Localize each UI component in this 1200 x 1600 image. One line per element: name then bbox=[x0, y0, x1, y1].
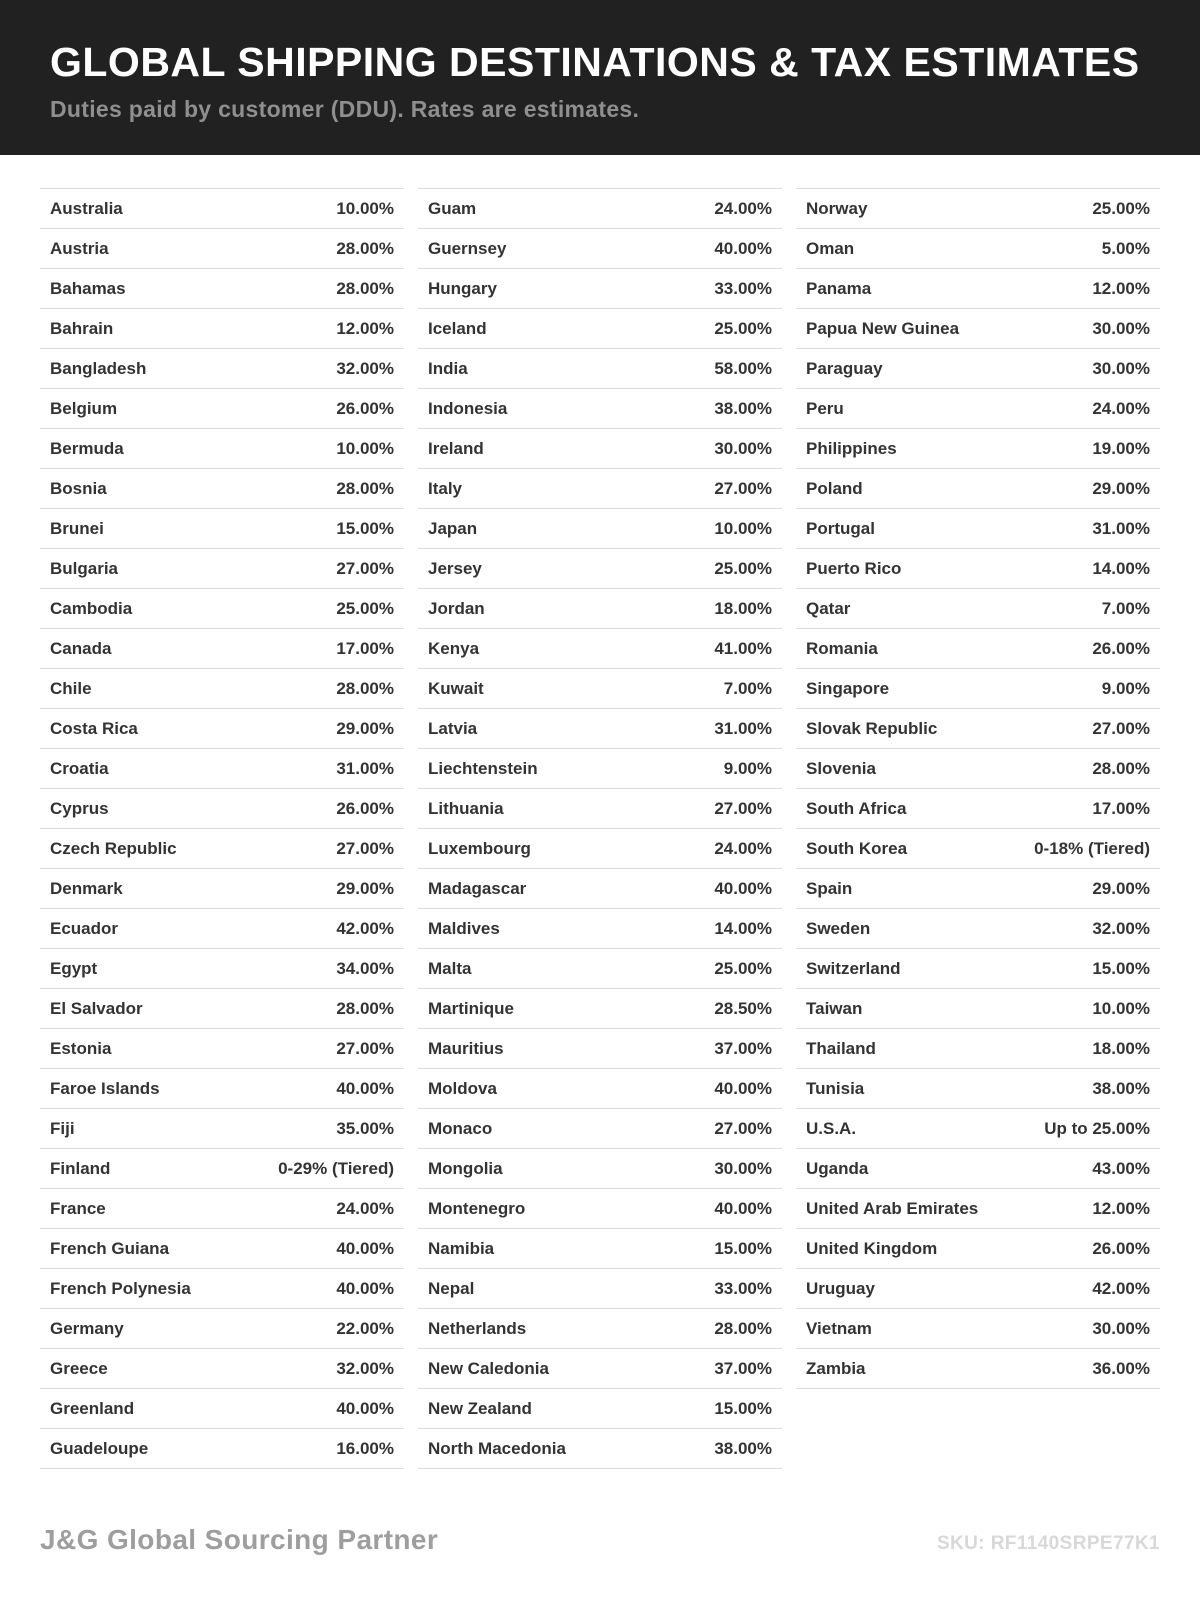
table-row bbox=[418, 1349, 782, 1389]
tax-rate: 18.00% bbox=[714, 599, 772, 619]
tax-rate: 7.00% bbox=[1101, 599, 1150, 619]
table-row bbox=[40, 909, 404, 949]
country-name: Maldives bbox=[428, 919, 500, 939]
tax-rate: 28.50% bbox=[714, 999, 772, 1019]
table-row bbox=[40, 389, 404, 429]
tax-rate: 24.00% bbox=[1092, 399, 1150, 419]
tax-rate: 27.00% bbox=[336, 839, 394, 859]
tax-rate: 31.00% bbox=[714, 719, 772, 739]
country-name: United Arab Emirates bbox=[806, 1199, 979, 1219]
table-row bbox=[40, 589, 404, 629]
table-row bbox=[40, 789, 404, 829]
country-name: Norway bbox=[806, 199, 868, 219]
header-banner bbox=[0, 0, 1200, 155]
table-row bbox=[796, 629, 1160, 669]
country-name: Luxembourg bbox=[428, 839, 531, 859]
tax-rate: 40.00% bbox=[714, 239, 772, 259]
tax-rate: 25.00% bbox=[336, 599, 394, 619]
tax-rate: 40.00% bbox=[336, 1399, 394, 1419]
tax-rate: 27.00% bbox=[1092, 719, 1150, 739]
tax-rate: Up to 25.00% bbox=[1044, 1119, 1150, 1139]
country-name: Madagascar bbox=[428, 879, 527, 899]
country-name: Singapore bbox=[806, 679, 890, 699]
table-column-3 bbox=[796, 188, 1160, 1389]
country-name: Slovak Republic bbox=[806, 719, 938, 739]
table-row bbox=[796, 909, 1160, 949]
country-name: Bulgaria bbox=[50, 559, 119, 579]
table-row bbox=[418, 309, 782, 349]
table-row bbox=[418, 549, 782, 589]
country-name: United Kingdom bbox=[806, 1239, 938, 1259]
tax-rate: 5.00% bbox=[1101, 239, 1150, 259]
table-row bbox=[418, 389, 782, 429]
tax-rate: 42.00% bbox=[1092, 1279, 1150, 1299]
country-name: Faroe Islands bbox=[50, 1079, 160, 1099]
table-row bbox=[796, 429, 1160, 469]
country-name: Spain bbox=[806, 879, 853, 899]
country-name: French Guiana bbox=[50, 1239, 170, 1259]
tax-rate: 38.00% bbox=[714, 1439, 772, 1459]
country-name: Kenya bbox=[428, 639, 480, 659]
tax-rate: 15.00% bbox=[1092, 959, 1150, 979]
country-name: Mauritius bbox=[428, 1039, 504, 1059]
tax-rate: 38.00% bbox=[714, 399, 772, 419]
country-name: Paraguay bbox=[806, 359, 883, 379]
table-row bbox=[796, 1109, 1160, 1149]
table-row bbox=[418, 749, 782, 789]
tax-rate: 12.00% bbox=[1092, 1199, 1150, 1219]
table-row bbox=[796, 509, 1160, 549]
tax-rate: 14.00% bbox=[1092, 559, 1150, 579]
country-name: Indonesia bbox=[428, 399, 508, 419]
tax-rate: 33.00% bbox=[714, 1279, 772, 1299]
country-name: Canada bbox=[50, 639, 112, 659]
table-row bbox=[418, 1109, 782, 1149]
table-row bbox=[796, 829, 1160, 869]
country-name: Uruguay bbox=[806, 1279, 875, 1299]
country-name: Guadeloupe bbox=[50, 1439, 149, 1459]
table-row bbox=[40, 829, 404, 869]
table-row bbox=[40, 349, 404, 389]
country-name: Moldova bbox=[428, 1079, 497, 1099]
country-name: South Africa bbox=[806, 799, 907, 819]
country-name: Thailand bbox=[806, 1039, 876, 1059]
tax-rate: 38.00% bbox=[1092, 1079, 1150, 1099]
tax-rate: 28.00% bbox=[1092, 759, 1150, 779]
page-subtitle: Duties paid by customer (DDU). Rates are estimates. bbox=[50, 96, 640, 123]
table-row bbox=[418, 269, 782, 309]
country-name: Austria bbox=[50, 239, 109, 259]
table-row bbox=[40, 1189, 404, 1229]
table-row bbox=[418, 829, 782, 869]
country-name: Poland bbox=[806, 479, 863, 499]
table-row bbox=[40, 1149, 404, 1189]
country-name: Malta bbox=[428, 959, 472, 979]
table-row bbox=[796, 789, 1160, 829]
country-name: Switzerland bbox=[806, 959, 901, 979]
table-row bbox=[418, 989, 782, 1029]
tax-rate: 15.00% bbox=[336, 519, 394, 539]
country-name: South Korea bbox=[806, 839, 908, 859]
table-row bbox=[40, 709, 404, 749]
country-name: Bermuda bbox=[50, 439, 124, 459]
country-name: Bahamas bbox=[50, 279, 126, 299]
country-name: Chile bbox=[50, 679, 92, 699]
table-row bbox=[418, 709, 782, 749]
table-row bbox=[796, 589, 1160, 629]
tax-rate-table bbox=[0, 155, 1200, 1469]
table-row bbox=[418, 1149, 782, 1189]
table-row bbox=[796, 1269, 1160, 1309]
tax-rate: 28.00% bbox=[336, 279, 394, 299]
table-column-1 bbox=[40, 188, 404, 1469]
country-name: Oman bbox=[806, 239, 855, 259]
table-row bbox=[40, 549, 404, 589]
country-name: Fiji bbox=[50, 1119, 75, 1139]
tax-rate: 12.00% bbox=[336, 319, 394, 339]
table-row bbox=[418, 1309, 782, 1349]
country-name: Martinique bbox=[428, 999, 514, 1019]
table-row bbox=[40, 949, 404, 989]
country-name: Guam bbox=[428, 199, 477, 219]
country-name: Uganda bbox=[806, 1159, 869, 1179]
country-name: Ireland bbox=[428, 439, 484, 459]
tax-rate: 30.00% bbox=[1092, 359, 1150, 379]
country-name: French Polynesia bbox=[50, 1279, 191, 1299]
table-row bbox=[40, 1109, 404, 1149]
brand-name: J&G Global Sourcing Partner bbox=[40, 1524, 439, 1555]
tax-rate: 29.00% bbox=[336, 719, 394, 739]
country-name: Finland bbox=[50, 1159, 111, 1179]
country-name: Jordan bbox=[428, 599, 485, 619]
table-row bbox=[418, 1389, 782, 1429]
tax-rate: 15.00% bbox=[714, 1399, 772, 1419]
tax-rate: 30.00% bbox=[714, 1159, 772, 1179]
tax-rate: 7.00% bbox=[723, 679, 772, 699]
country-name: Philippines bbox=[806, 439, 897, 459]
tax-rate: 32.00% bbox=[1092, 919, 1150, 939]
table-row bbox=[40, 1429, 404, 1469]
tax-rate: 35.00% bbox=[336, 1119, 394, 1139]
tax-rate: 37.00% bbox=[714, 1039, 772, 1059]
country-name: Taiwan bbox=[806, 999, 863, 1019]
tax-rate: 27.00% bbox=[714, 1119, 772, 1139]
country-name: Slovenia bbox=[806, 759, 876, 779]
table-row bbox=[418, 1029, 782, 1069]
country-name: Panama bbox=[806, 279, 872, 299]
country-name: Puerto Rico bbox=[806, 559, 902, 579]
tax-rate: 14.00% bbox=[714, 919, 772, 939]
country-name: Monaco bbox=[428, 1119, 493, 1139]
country-name: Costa Rica bbox=[50, 719, 138, 739]
country-name: Denmark bbox=[50, 879, 123, 899]
tax-rate: 25.00% bbox=[714, 319, 772, 339]
tax-rate: 43.00% bbox=[1092, 1159, 1150, 1179]
country-name: Cyprus bbox=[50, 799, 109, 819]
country-name: Netherlands bbox=[428, 1319, 527, 1339]
tax-rate: 37.00% bbox=[714, 1359, 772, 1379]
country-name: North Macedonia bbox=[428, 1439, 566, 1459]
country-name: Sweden bbox=[806, 919, 871, 939]
table-row bbox=[418, 1069, 782, 1109]
tax-rate: 29.00% bbox=[336, 879, 394, 899]
tax-rate: 30.00% bbox=[1092, 1319, 1150, 1339]
country-name: New Caledonia bbox=[428, 1359, 549, 1379]
table-row bbox=[40, 869, 404, 909]
table-row bbox=[40, 429, 404, 469]
tax-rate: 42.00% bbox=[336, 919, 394, 939]
tax-rate: 28.00% bbox=[336, 239, 394, 259]
tax-rate: 19.00% bbox=[1092, 439, 1150, 459]
table-row bbox=[796, 469, 1160, 509]
country-name: Greece bbox=[50, 1359, 108, 1379]
tax-rate: 29.00% bbox=[1092, 879, 1150, 899]
tax-rate: 28.00% bbox=[714, 1319, 772, 1339]
table-row bbox=[796, 1069, 1160, 1109]
tax-rate: 22.00% bbox=[336, 1319, 394, 1339]
tax-rate: 58.00% bbox=[714, 359, 772, 379]
country-name: Latvia bbox=[428, 719, 478, 739]
country-name: Egypt bbox=[50, 959, 98, 979]
tax-rate: 27.00% bbox=[714, 479, 772, 499]
tax-rate: 9.00% bbox=[723, 759, 772, 779]
country-name: Tunisia bbox=[806, 1079, 865, 1099]
tax-rate: 40.00% bbox=[714, 879, 772, 899]
country-name: Guernsey bbox=[428, 239, 507, 259]
country-name: Qatar bbox=[806, 599, 851, 619]
country-name: Jersey bbox=[428, 559, 482, 579]
tax-rate: 28.00% bbox=[336, 679, 394, 699]
tax-rate: 40.00% bbox=[714, 1079, 772, 1099]
country-name: Zambia bbox=[806, 1359, 866, 1379]
country-name: India bbox=[428, 359, 468, 379]
tax-rate: 24.00% bbox=[714, 839, 772, 859]
table-row bbox=[418, 669, 782, 709]
table-row bbox=[796, 1349, 1160, 1389]
country-name: Australia bbox=[50, 199, 123, 219]
country-name: France bbox=[50, 1199, 106, 1219]
table-row bbox=[40, 269, 404, 309]
table-row bbox=[40, 989, 404, 1029]
country-name: Mongolia bbox=[428, 1159, 503, 1179]
table-row bbox=[418, 509, 782, 549]
tax-rate: 27.00% bbox=[336, 1039, 394, 1059]
tax-rate: 18.00% bbox=[1092, 1039, 1150, 1059]
tax-rate: 29.00% bbox=[1092, 479, 1150, 499]
table-row bbox=[796, 549, 1160, 589]
tax-rate: 28.00% bbox=[336, 999, 394, 1019]
tax-rate: 27.00% bbox=[714, 799, 772, 819]
tax-rate: 40.00% bbox=[336, 1239, 394, 1259]
table-row bbox=[418, 1269, 782, 1309]
table-row bbox=[418, 349, 782, 389]
tax-rate: 26.00% bbox=[336, 799, 394, 819]
tax-rate: 40.00% bbox=[336, 1279, 394, 1299]
table-row bbox=[418, 469, 782, 509]
country-name: Belgium bbox=[50, 399, 118, 419]
country-name: Greenland bbox=[50, 1399, 135, 1419]
country-name: Bahrain bbox=[50, 319, 114, 339]
tax-rate: 0-18% (Tiered) bbox=[1034, 839, 1150, 859]
table-row bbox=[40, 1309, 404, 1349]
table-row bbox=[418, 1429, 782, 1469]
table-row bbox=[796, 229, 1160, 269]
country-name: El Salvador bbox=[50, 999, 143, 1019]
tax-rate: 17.00% bbox=[1092, 799, 1150, 819]
country-name: Japan bbox=[428, 519, 478, 539]
country-name: Lithuania bbox=[428, 799, 504, 819]
country-name: Liechtenstein bbox=[428, 759, 538, 779]
table-row bbox=[796, 749, 1160, 789]
table-row bbox=[418, 629, 782, 669]
table-row bbox=[40, 469, 404, 509]
tax-rate: 30.00% bbox=[714, 439, 772, 459]
table-row bbox=[418, 949, 782, 989]
country-name: Bangladesh bbox=[50, 359, 147, 379]
tax-rate: 26.00% bbox=[336, 399, 394, 419]
table-row bbox=[796, 1149, 1160, 1189]
table-row bbox=[796, 1309, 1160, 1349]
country-name: Vietnam bbox=[806, 1319, 872, 1339]
tax-rate: 32.00% bbox=[336, 359, 394, 379]
country-name: Portugal bbox=[806, 519, 875, 539]
table-row bbox=[40, 1269, 404, 1309]
country-name: Cambodia bbox=[50, 599, 133, 619]
tax-rate: 17.00% bbox=[336, 639, 394, 659]
table-row bbox=[418, 1229, 782, 1269]
table-row bbox=[40, 629, 404, 669]
table-row bbox=[796, 869, 1160, 909]
tax-rate: 40.00% bbox=[336, 1079, 394, 1099]
tax-rate: 28.00% bbox=[336, 479, 394, 499]
country-name: Brunei bbox=[50, 519, 104, 539]
tax-rate: 10.00% bbox=[1092, 999, 1150, 1019]
tax-rate: 31.00% bbox=[1092, 519, 1150, 539]
country-name: U.S.A. bbox=[806, 1119, 857, 1139]
country-name: Papua New Guinea bbox=[806, 319, 960, 339]
table-row bbox=[796, 389, 1160, 429]
country-name: Ecuador bbox=[50, 919, 119, 939]
table-row bbox=[796, 1229, 1160, 1269]
country-name: Romania bbox=[806, 639, 878, 659]
table-row bbox=[40, 189, 404, 229]
country-name: Italy bbox=[428, 479, 463, 499]
table-row bbox=[40, 1389, 404, 1429]
tax-rate: 26.00% bbox=[1092, 639, 1150, 659]
table-row bbox=[796, 1189, 1160, 1229]
table-row bbox=[40, 669, 404, 709]
country-name: Estonia bbox=[50, 1039, 112, 1059]
tax-rate: 30.00% bbox=[1092, 319, 1150, 339]
tax-rate: 31.00% bbox=[336, 759, 394, 779]
table-row bbox=[796, 949, 1160, 989]
table-row bbox=[796, 1029, 1160, 1069]
tax-rate: 26.00% bbox=[1092, 1239, 1150, 1259]
tax-rate: 25.00% bbox=[714, 959, 772, 979]
footer bbox=[40, 1524, 1160, 1556]
country-name: Czech Republic bbox=[50, 839, 177, 859]
table-row bbox=[796, 309, 1160, 349]
country-name: Nepal bbox=[428, 1279, 475, 1299]
country-name: Bosnia bbox=[50, 479, 107, 499]
table-row bbox=[40, 509, 404, 549]
tax-rate: 24.00% bbox=[336, 1199, 394, 1219]
tax-rate: 24.00% bbox=[714, 199, 772, 219]
table-row bbox=[796, 989, 1160, 1029]
table-row bbox=[796, 189, 1160, 229]
tax-rate: 27.00% bbox=[336, 559, 394, 579]
country-name: Croatia bbox=[50, 759, 109, 779]
table-row bbox=[40, 1069, 404, 1109]
sku-label: SKU: RF1140SRPE77K1 bbox=[936, 1533, 1160, 1554]
tax-rate: 10.00% bbox=[714, 519, 772, 539]
table-row bbox=[40, 1229, 404, 1269]
country-name: Montenegro bbox=[428, 1199, 526, 1219]
tax-rate: 33.00% bbox=[714, 279, 772, 299]
table-row bbox=[796, 669, 1160, 709]
tax-rate: 10.00% bbox=[336, 439, 394, 459]
page-title: GLOBAL SHIPPING DESTINATIONS & TAX ESTIMATES bbox=[50, 39, 1140, 85]
tax-rate: 9.00% bbox=[1101, 679, 1150, 699]
table-row bbox=[796, 269, 1160, 309]
table-column-2 bbox=[418, 188, 782, 1469]
table-row bbox=[796, 709, 1160, 749]
tax-rate: 41.00% bbox=[714, 639, 772, 659]
table-row bbox=[40, 1349, 404, 1389]
tax-rate: 25.00% bbox=[714, 559, 772, 579]
table-row bbox=[418, 229, 782, 269]
table-row bbox=[796, 349, 1160, 389]
table-row bbox=[418, 869, 782, 909]
country-name: Namibia bbox=[428, 1239, 495, 1259]
table-row bbox=[418, 429, 782, 469]
tax-rate: 16.00% bbox=[336, 1439, 394, 1459]
country-name: Germany bbox=[50, 1319, 124, 1339]
tax-rate: 40.00% bbox=[714, 1199, 772, 1219]
tax-rate: 32.00% bbox=[336, 1359, 394, 1379]
tax-rate: 15.00% bbox=[714, 1239, 772, 1259]
country-name: Hungary bbox=[428, 279, 497, 299]
tax-rate: 34.00% bbox=[336, 959, 394, 979]
tax-rate: 12.00% bbox=[1092, 279, 1150, 299]
table-row bbox=[40, 229, 404, 269]
tax-rate: 10.00% bbox=[336, 199, 394, 219]
table-row bbox=[418, 789, 782, 829]
tax-rate: 25.00% bbox=[1092, 199, 1150, 219]
country-name: New Zealand bbox=[428, 1399, 532, 1419]
tax-rate: 0-29% (Tiered) bbox=[278, 1159, 394, 1179]
table-row bbox=[40, 1029, 404, 1069]
country-name: Iceland bbox=[428, 319, 487, 339]
tax-rate: 36.00% bbox=[1092, 1359, 1150, 1379]
table-row bbox=[418, 1189, 782, 1229]
table-row bbox=[418, 589, 782, 629]
table-row bbox=[418, 909, 782, 949]
table-row bbox=[418, 189, 782, 229]
table-row bbox=[40, 309, 404, 349]
country-name: Kuwait bbox=[428, 679, 484, 699]
country-name: Peru bbox=[806, 399, 844, 419]
table-row bbox=[40, 749, 404, 789]
